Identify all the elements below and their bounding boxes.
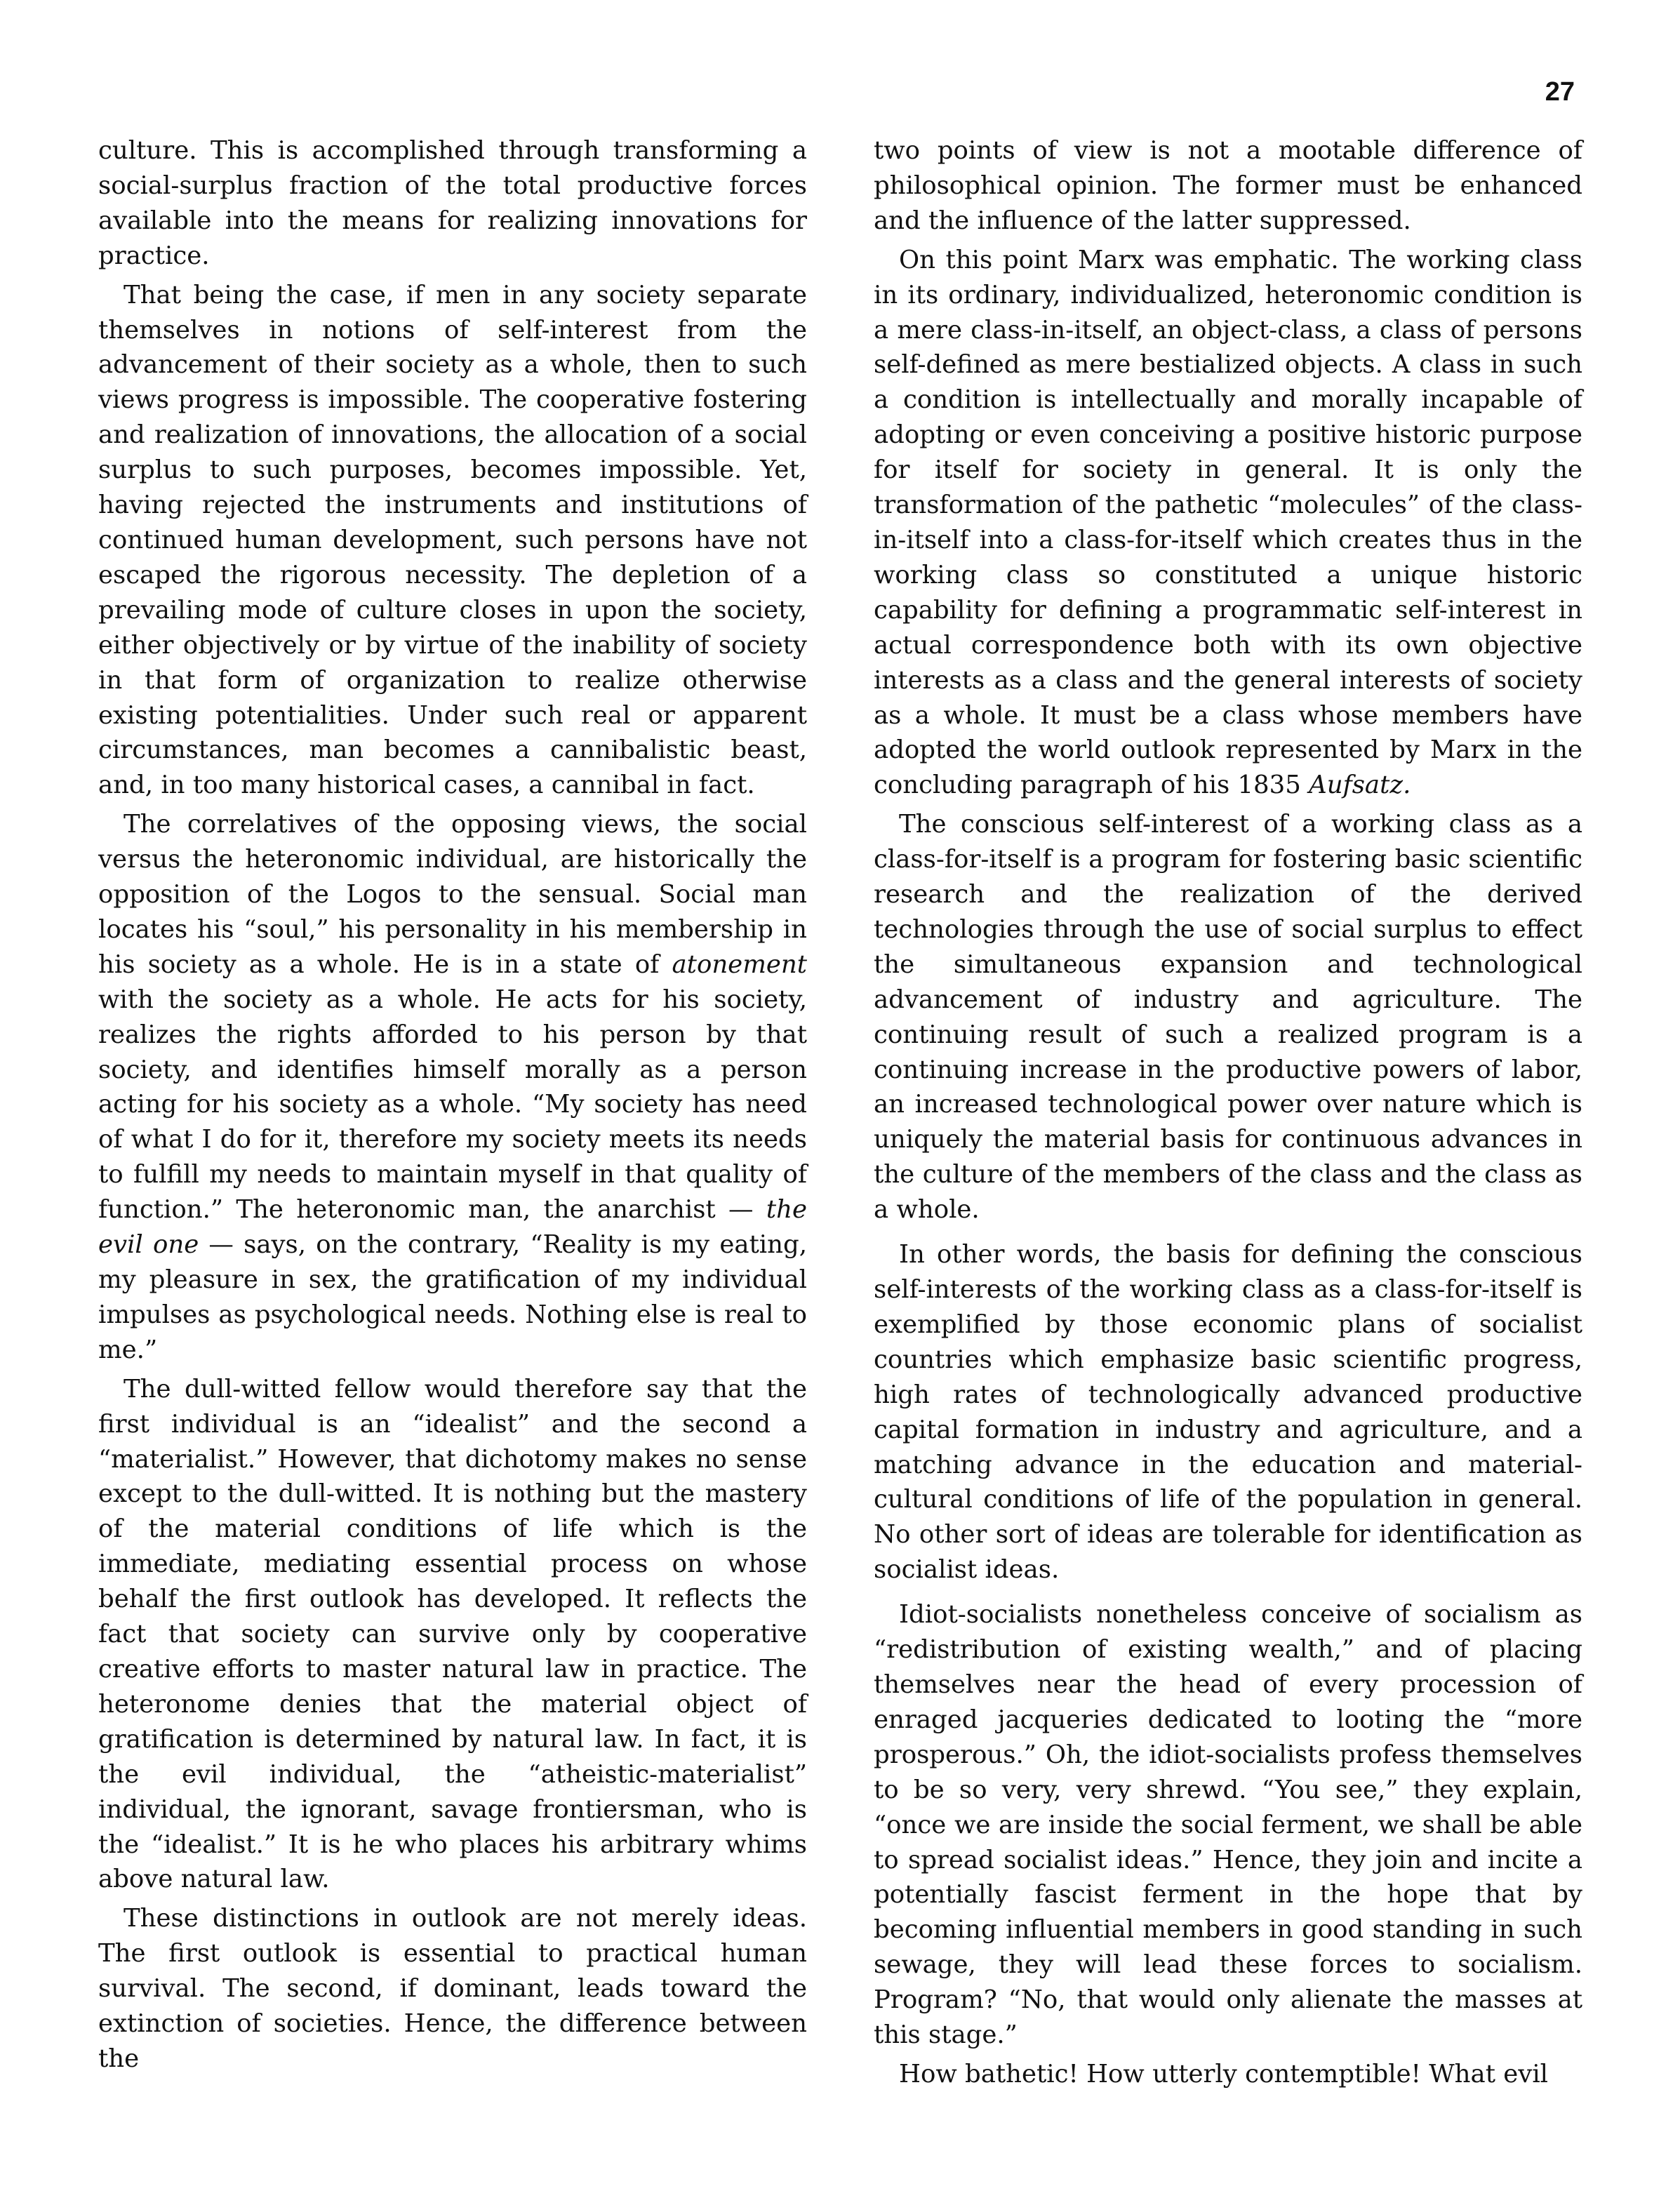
paragraph: That being the case, if men in any society separate themselves in notions of self-interest from the advancement of their society as a whole, then to such views progress is impossible. The cooperative fostering and realization of innovations, the allocation of a social surplus to such purposes, becomes impossible. Yet, having rejected the instruments and institutions of continued human development, such persons have not escaped the rigorous necessity. The depletion of a prevailing mode of culture closes in upon the society, either objectively or by virtue of the inability of society in that form of organization to realize otherwise existing potentialities. Under such real or apparent circumstances, man becomes a cannibalistic beast, and, in too many historical cases, a cannibal in fact. [98,280,807,800]
paragraph: two points of view is not a mootable difference of philosophical opinion. The former must be enhanced and the influence of the latter suppressed. [874,136,1582,235]
italic-term-evil-one: the evil one [98,1195,807,1260]
italic-term-atonement: atonement [672,950,807,979]
paragraph: culture. This is accomplished through transforming a social-surplus fraction of the total productive forces available into the means for realizing innovations for practice. [98,136,807,270]
paragraph: In other words, the basis for defining the conscious self-interests of the working class as a class-for-itself is exemplified by those economic plans of socialist countries which emphasize basic scientific progress, high rates of technologically advanced productive capital formation in industry and agriculture, and a matching advance in the education and material-cultural conditions of life of the population in general. No other sort of ideas are tolerable for identification as socialist ideas. [874,1240,1582,1585]
paragraph: These distinctions in outlook are not merely ideas. The first outlook is essential to practical human survival. The second, if dominant, leads toward the extinction of societies. Hence, the difference between the [98,1904,807,2073]
paragraph: The dull-witted fellow would therefore say that the first individual is an “idealist” and the second a “materialist.” However, that dichotomy makes no sense except to the dull-witted. It is nothing but the mastery of the material conditions of life which is the immediate, mediating essential process on whose behalf the first outlook has developed. It reflects the fact that society can survive only by cooperative creative efforts to master natural law in practice. The heteronome denies that the material object of gratification is determined by natural law. In fact, it is the evil individual, the “atheistic-materialist” individual, the ignorant, savage frontiersman, who is the “idealist.” It is he who places his arbitrary whims above natural law. [98,1374,807,1894]
paragraph: How bathetic! How utterly contemptible! What evil [899,2059,1549,2089]
paragraph [98,807,807,1368]
paragraph-text: On this point Marx was emphatic. The working class in its ordinary, individualized, heteronomic condition is a mere class-in-itself, an object-class, a class of persons self-defined as mere bestialized objects. A class in such a condition is intellectually and morally incapable of adopting or even conceiving a positive historic purpose for itself for society in general. It is only the transformation of the pathetic “molecules” of the class-in-itself into a class-for-itself which creates thus in the working class so constituted a unique historic capability for defining a programmatic self-interest in actual correspondence both with its own objective interests as a class and the general interests of society as a whole. It must be a class whose members have adopted the world outlook represented by Marx in the concluding paragraph of his 1835 [874,245,1582,800]
paragraph-text: The correlatives of the opposing views, the social versus the heteronomic individual, are historically the opposition of the Logos to the sensual. Social man locates his “soul,” his personality in his membership in his society as a whole. He is in a state of [98,810,807,979]
paragraph-text: with the society as a whole. He acts for his society, realizes the rights afforded to his person by that society, and identifies himself morally as a person acting for his society as a whole. “My society has need of what I do for it, therefore my society meets its needs to fulfill my needs to maintain myself in that quality of function.” The heteronomic man, the anarchist — [98,985,807,1225]
paragraph-text: — says, on the contrary, “Reality is my eating, my pleasure in sex, the gratification of my individual impulses as psychological needs. Nothing else is real to me.” [98,1230,807,1364]
left-column [98,133,807,2081]
paragraph [874,243,1582,804]
right-column [874,133,1582,2096]
page-number: 27 [1545,77,1575,107]
paragraph: The conscious self-interest of a working class as a class-for-itself is a program for fostering basic scientific research and the realization of the derived technologies through the use of social surplus to effect the simultaneous expansion and technological advancement of industry and agriculture. The continuing result of such a realized program is a continuing increase in the productive powers of labor, an increased technological power over nature which is uniquely the material basis for continuous advances in the culture of the members of the class and the class as a whole. [874,810,1582,1225]
italic-title-aufsatz: Aufsatz. [1309,771,1411,800]
paragraph: Idiot-socialists nonetheless conceive of socialism as “redistribution of existing wealth,” and of placing themselves near the head of every procession of enraged jacqueries dedicated to looting the “more prosperous.” Oh, the idiot-socialists profess themselves to be so very, very shrewd. “You see,” they explain, “once we are inside the social ferment, we shall be able to spread socialist ideas.” Hence, they join and incite a potentially fascist ferment in the hope that by becoming influential members in good standing in such sewage, they will lead these forces to socialism. Program? “No, that would only alienate the masses at this stage.” [874,1600,1582,2050]
